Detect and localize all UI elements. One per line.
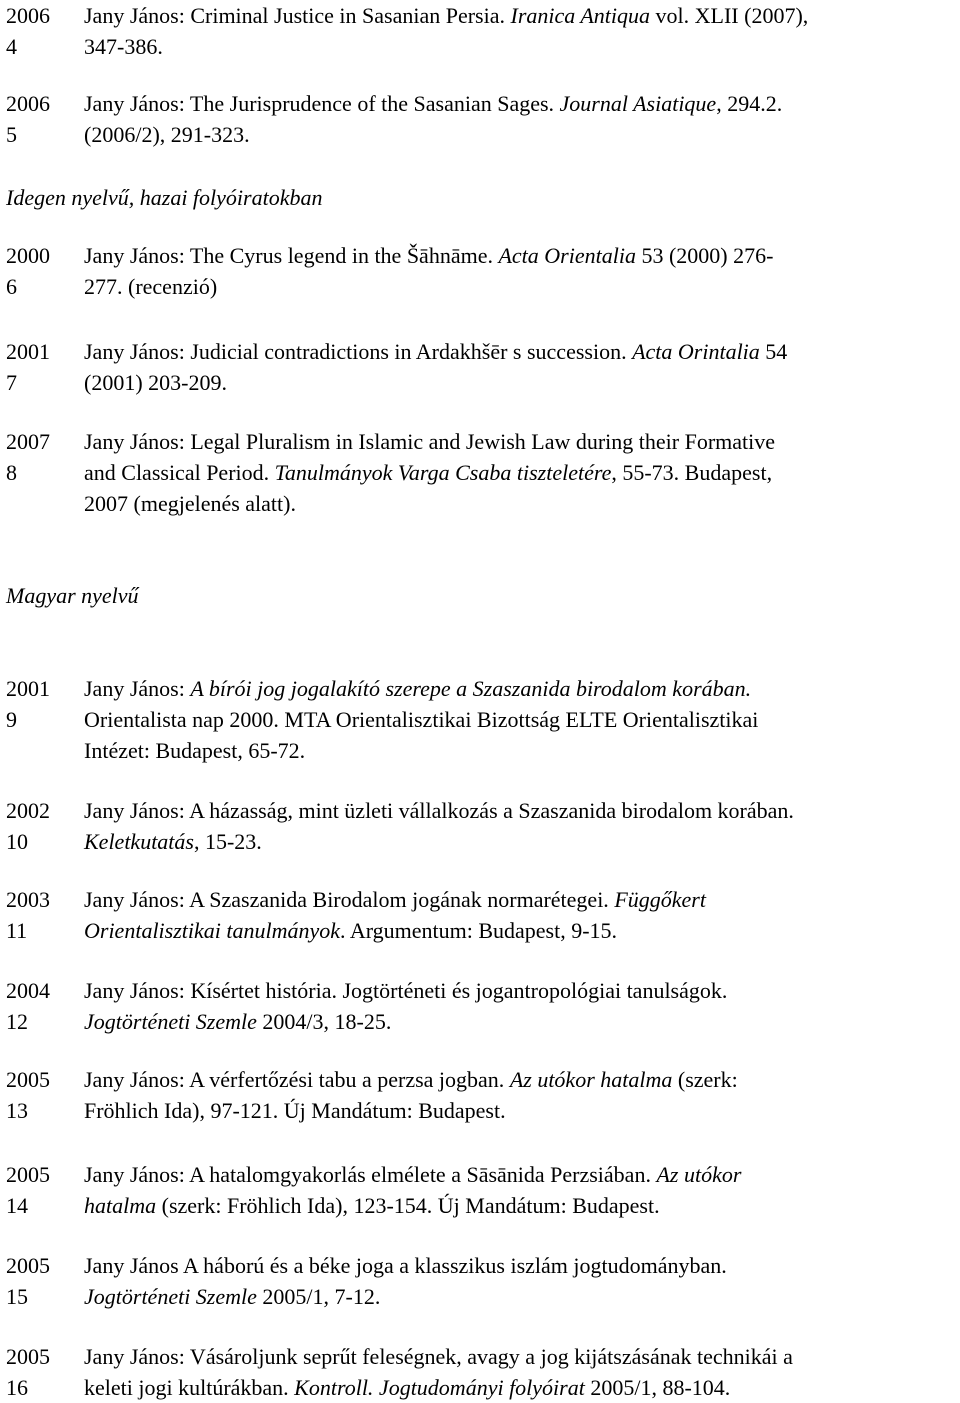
entry-number — [6, 795, 84, 857]
entry-number — [6, 1250, 84, 1312]
citation-line — [84, 1281, 954, 1312]
citation-segment: (szerk: — [672, 1067, 738, 1092]
citation-line — [84, 1064, 954, 1095]
entry-number — [6, 0, 84, 62]
citation-line — [84, 795, 954, 826]
citation-segment: Jany János: Criminal Justice in Sasanian Persia. — [84, 3, 511, 28]
publication-entry — [6, 673, 954, 766]
citation-line — [84, 975, 954, 1006]
citation-line — [84, 884, 954, 915]
citation-line — [84, 704, 954, 735]
citation-segment: Jany János: A vérfertőzési tabu a perzsa jogban. — [84, 1067, 510, 1092]
publication-entry — [6, 336, 954, 398]
entry-index: 10 — [6, 829, 28, 854]
citation-segment: 53 (2000) 276- — [635, 243, 774, 268]
publication-entry — [6, 88, 954, 150]
citation-title-italic: Orientalisztikai tanulmányok — [84, 918, 341, 943]
entry-number — [6, 336, 84, 398]
citation-line — [84, 240, 954, 271]
citation-title-italic: Journal Asiatique — [559, 91, 717, 116]
publication-entry — [6, 426, 954, 519]
citation-line — [84, 426, 954, 457]
citation-segment: keleti jogi kultúrákban. — [84, 1375, 295, 1400]
citation-segment: Jany János: A házasság, mint üzleti vállalkozás a Szaszanida birodalom korában. — [84, 798, 794, 823]
citation-segment: 2005/1, 88-104. — [584, 1375, 731, 1400]
entry-index: 8 — [6, 460, 17, 485]
citation-line — [84, 673, 954, 704]
citation-title-italic: Iranica Antiqua — [510, 3, 651, 28]
entry-year: 2007 — [6, 429, 50, 454]
citation-title-italic: Kontroll. Jogtudományi folyóirat — [294, 1375, 585, 1400]
publication-entry — [6, 884, 954, 946]
citation-line — [84, 1250, 954, 1281]
citation-segment: Jany János: Vásároljunk seprűt feleségnek, avagy a jog kijátszásának technikái a — [84, 1344, 793, 1369]
citation-title-italic: Az utókor hatalma — [509, 1067, 673, 1092]
citation-title-italic: hatalma — [84, 1193, 157, 1218]
citation-segment: . Argumentum: Budapest, 9-15. — [340, 918, 618, 943]
publication-entry — [6, 795, 954, 857]
entry-index: 15 — [6, 1284, 28, 1309]
citation-segment: Fröhlich Ida), 97-121. Új Mandátum: Budapest. — [84, 1098, 506, 1123]
citation-line — [84, 1190, 954, 1221]
citation-line — [84, 915, 954, 946]
entry-index: 14 — [6, 1193, 28, 1218]
entry-number — [6, 1341, 84, 1403]
citation-text — [84, 884, 954, 946]
entry-number — [6, 426, 84, 519]
citation-line — [84, 826, 954, 857]
citation-line — [84, 119, 954, 150]
citation-line — [84, 1095, 954, 1126]
citation-segment: (2001) 203-209. — [84, 370, 227, 395]
entry-year: 2001 — [6, 339, 50, 364]
citation-segment: Jany János: — [84, 676, 191, 701]
citation-title-italic: Az utókor — [656, 1162, 742, 1187]
citation-segment: 277. (recenzió) — [84, 274, 218, 299]
citation-segment: vol. XLII (2007), — [650, 3, 809, 28]
citation-title-italic: Acta Orientalia — [498, 243, 636, 268]
section-heading: Idegen nyelvű, hazai folyóiratokban — [6, 185, 323, 210]
citation-text — [84, 975, 954, 1037]
entry-year: 2005 — [6, 1162, 50, 1187]
citation-segment: Intézet: Budapest, 65-72. — [84, 738, 306, 763]
entry-year: 2001 — [6, 676, 50, 701]
citation-segment: 347-386. — [84, 34, 163, 59]
citation-segment: , 55-73. Budapest, — [611, 460, 773, 485]
citation-segment: and Classical Period. — [84, 460, 275, 485]
citation-text — [84, 0, 954, 62]
citation-line — [84, 488, 954, 519]
citation-line — [84, 1341, 954, 1372]
citation-line — [84, 88, 954, 119]
citation-line — [84, 367, 954, 398]
citation-text — [84, 1159, 954, 1221]
entry-number — [6, 1064, 84, 1126]
citation-line — [84, 735, 954, 766]
citation-title-italic: Jogtörténeti Szemle — [84, 1009, 257, 1034]
entry-index: 6 — [6, 274, 17, 299]
citation-title-italic: Acta Orintalia — [632, 339, 760, 364]
citation-segment: 2007 (megjelenés alatt). — [84, 491, 296, 516]
citation-text — [84, 240, 954, 302]
entry-number — [6, 1159, 84, 1221]
citation-title-italic: A bírói jog jogalakító szerepe a Szaszanida birodalom korában. — [190, 676, 752, 701]
citation-text — [84, 1250, 954, 1312]
citation-segment: Jany János: The Jurisprudence of the Sasanian Sages. — [84, 91, 560, 116]
citation-line — [84, 457, 954, 488]
publication-entry — [6, 1064, 954, 1126]
entry-index: 7 — [6, 370, 17, 395]
citation-line — [84, 1159, 954, 1190]
entry-number — [6, 240, 84, 302]
entry-number — [6, 884, 84, 946]
publication-entry — [6, 975, 954, 1037]
entry-number — [6, 975, 84, 1037]
citation-title-italic: Keletkutatás — [84, 829, 194, 854]
citation-line — [84, 336, 954, 367]
citation-segment: Jany János: Judicial contradictions in Ardakhšēr s succession. — [84, 339, 633, 364]
citation-segment: 54 — [759, 339, 788, 364]
citation-title-italic: Tanulmányok Varga Csaba tiszteletére — [274, 460, 612, 485]
citation-title-italic: Jogtörténeti Szemle — [84, 1284, 257, 1309]
citation-segment: Jany János A háború és a béke joga a klasszikus iszlám jogtudományban. — [84, 1253, 727, 1278]
entry-year: 2003 — [6, 887, 50, 912]
entry-index: 11 — [6, 918, 28, 943]
citation-segment: (2006/2), 291-323. — [84, 122, 250, 147]
entry-index: 16 — [6, 1375, 28, 1400]
entry-year: 2002 — [6, 798, 50, 823]
entry-index: 9 — [6, 707, 17, 732]
citation-line — [84, 271, 954, 302]
entry-number — [6, 88, 84, 150]
publication-entry — [6, 1250, 954, 1312]
publication-entry — [6, 1159, 954, 1221]
citation-line — [84, 1006, 954, 1037]
citation-segment: Jany János: The Cyrus legend in the Šāhnāme. — [84, 243, 499, 268]
citation-title-italic: Függőkert — [614, 887, 706, 912]
entry-index: 4 — [6, 34, 17, 59]
citation-text — [84, 1341, 954, 1403]
citation-segment: Jany János: Legal Pluralism in Islamic and Jewish Law during their Formative — [84, 429, 776, 454]
citation-text — [84, 673, 954, 766]
citation-text — [84, 1064, 954, 1126]
citation-text — [84, 336, 954, 398]
entry-index: 5 — [6, 122, 17, 147]
citation-text — [84, 795, 954, 857]
citation-text — [84, 88, 954, 150]
entry-index: 13 — [6, 1098, 28, 1123]
publication-entry — [6, 1341, 954, 1403]
citation-segment: 2005/1, 7-12. — [256, 1284, 381, 1309]
entry-index: 12 — [6, 1009, 28, 1034]
citation-segment: Orientalista nap 2000. MTA Orientalisztikai Bizottság ELTE Orientalisztikai — [84, 707, 759, 732]
citation-segment: , 15-23. — [193, 829, 262, 854]
citation-line — [84, 31, 954, 62]
entry-year: 2006 — [6, 3, 50, 28]
citation-segment: 2004/3, 18-25. — [256, 1009, 392, 1034]
entry-year: 2005 — [6, 1344, 50, 1369]
citation-segment: (szerk: Fröhlich Ida), 123-154. Új Mandátum: Budapest. — [156, 1193, 660, 1218]
citation-segment: Jany János: Kísértet história. Jogtörténeti és jogantropológiai tanulságok. — [84, 978, 728, 1003]
citation-line — [84, 0, 954, 31]
citation-text — [84, 426, 954, 519]
entry-number — [6, 673, 84, 766]
entry-year: 2004 — [6, 978, 50, 1003]
publication-entry — [6, 240, 954, 302]
entry-year: 2000 — [6, 243, 50, 268]
entry-year: 2006 — [6, 91, 50, 116]
citation-line — [84, 1372, 954, 1403]
entry-year: 2005 — [6, 1253, 50, 1278]
entry-year: 2005 — [6, 1067, 50, 1092]
section-heading: Magyar nyelvű — [6, 583, 139, 608]
citation-segment: Jany János: A Szaszanida Birodalom jogának normarétegei. — [84, 887, 615, 912]
publication-entry — [6, 0, 954, 62]
citation-segment: , 294.2. — [716, 91, 783, 116]
citation-segment: Jany János: A hatalomgyakorlás elmélete a Sāsānida Perzsiában. — [84, 1162, 657, 1187]
